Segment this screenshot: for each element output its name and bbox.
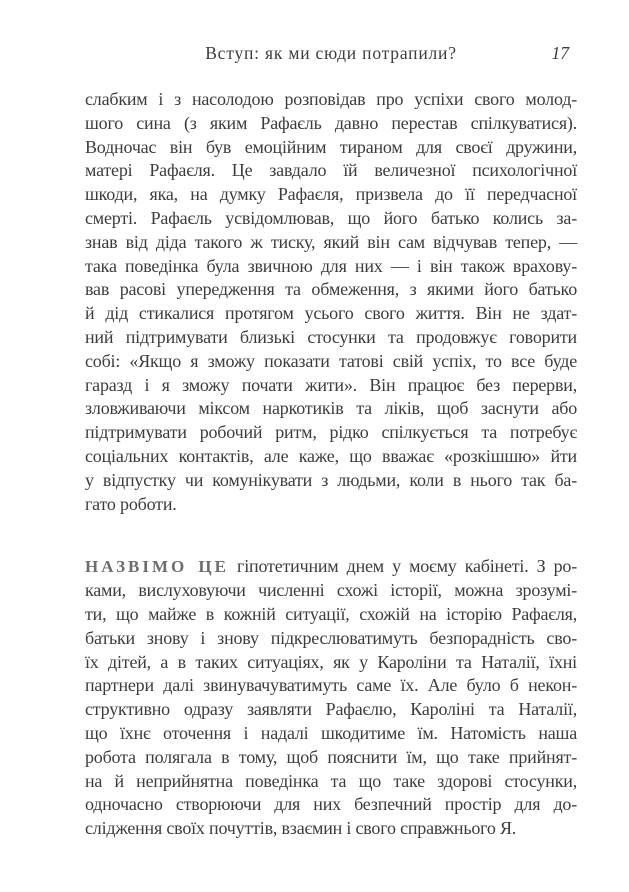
text-line: смерті. Рафаєль усвідомлював, що його батько колись за- [85,207,577,228]
text-line: собі: «Якщо я зможу показати татові свій успіх, то все буде [85,350,577,371]
text-line: підтримувати робочий ритм, рідко спілкується та потребує [85,422,577,443]
text-line: й дід стикалися протягом усього свого життя. Він не здат- [85,303,577,324]
paragraph-2 [85,555,577,841]
text-line: знав від діда такого ж тиску, який він сам відчував тепер, — [85,231,577,252]
text-line: вав расові упередження та обмеження, з якими його батько [85,279,577,300]
paragraph-1 [85,88,577,516]
text-line: на й неприйнятна поведінка та що таке здорові стосунки, [85,770,577,791]
text-line: така поведінка була звичною для них — і він також врахову- [85,255,577,276]
text-line: ти, що майже в кожній ситуації, схожій на історію Рафаєля, [85,603,577,624]
paragraph-lead-in: НАЗВІМО ЦЕ [85,557,229,577]
text-line: гаразд і я зможу почати жити». Він працює без перерви, [85,374,577,395]
text-line: батьки знову і знову підкреслюватимуть безпорадність сво- [85,627,577,648]
text-line: робота полягала в тому, щоб пояснити їм, що таке прийнят- [85,746,577,767]
text-line: структивно одразу заявляти Рафаєлю, Кароліні та Наталії, [85,699,577,720]
paragraph-2-continuation [85,579,577,841]
text-line: шого сина (з яким Рафаєль давно перестав спілкуватися). [85,112,577,133]
text-line: зловживаючи міксом наркотиків та ліків, щоб заснути або [85,398,577,419]
text-line: Водночас він був емоційним тираном для своєї дружини, [85,136,577,157]
first-line-rest: гіпотетичним днем у моєму кабінеті. З ро- [228,556,577,577]
text-line: слабким і з насолодою розповідав про успіхи свого молод- [85,89,577,109]
text-line [85,555,577,579]
running-title: Вступ: як ми сюди потрапили? [205,43,457,63]
text-line: слідження своїх почуттів, взаємин і свого справжнього Я. [85,818,517,839]
text-line: матері Рафаєля. Це завдало їй величезної психологічної [85,160,577,181]
text-line: ками, вислуховуючи численні схожі історії, можна зрозумі- [85,580,577,601]
text-line: партнери далі звинувачуватимуть саме їх. Але було б некон- [85,675,577,696]
page-body [85,88,577,841]
page-header [85,42,577,64]
text-line: у відпустку чи комунікувати з людьми, коли в нього так ба- [85,469,577,490]
text-line: одночасно створюючи для них безпечний простір для до- [85,794,577,815]
text-line: ний підтримувати близькі стосунки та продовжує говорити [85,326,577,347]
text-line: що їхнє оточення і надалі шкодитиме їм. Натомість наша [85,722,577,743]
text-line: гато роботи. [85,493,177,514]
text-line: їх дітей, а в таких ситуаціях, як у Кароліни та Наталії, їхні [85,651,577,672]
text-line: шкоди, яка, на думку Рафаєля, призвела до її передчасної [85,184,577,205]
page-number: 17 [551,43,569,63]
text-line: соціальних контактів, але каже, що вважає «розкішшю» йти [85,445,577,466]
